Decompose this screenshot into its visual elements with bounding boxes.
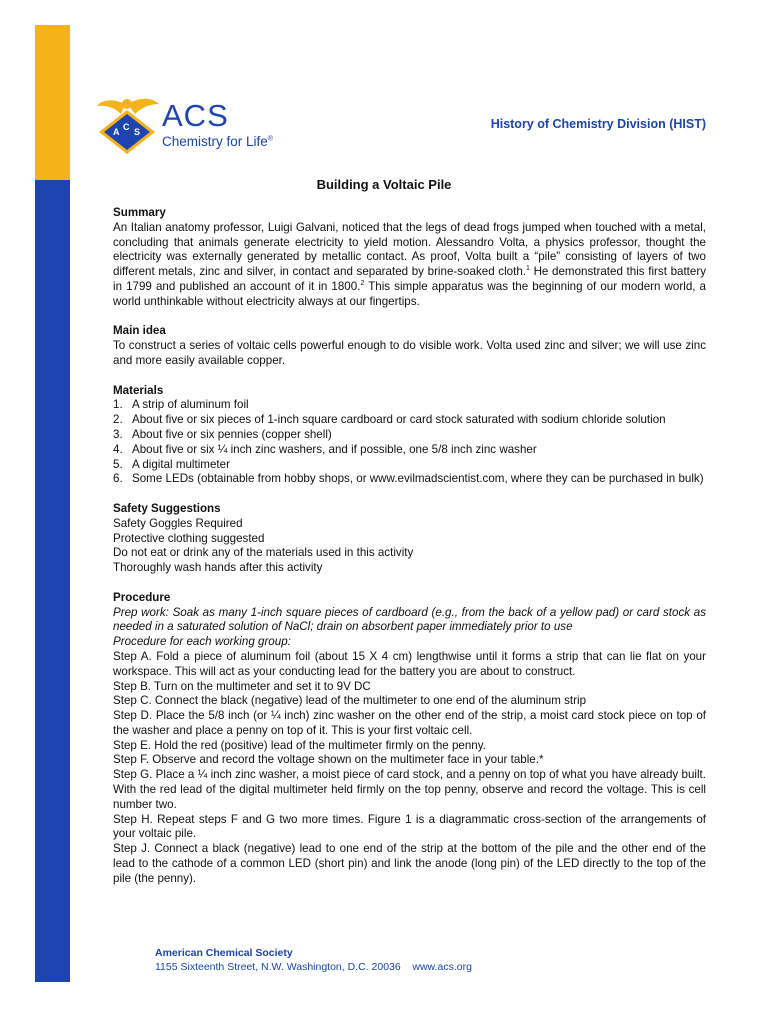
- list-item: 2. About five or six pieces of 1-inch square cardboard or card stock saturated with sodium chloride solution: [113, 413, 666, 427]
- footer-org: American Chemical Society: [155, 947, 293, 959]
- side-color-bar: [35, 25, 70, 982]
- procedure-group: Procedure for each working group:: [113, 635, 291, 649]
- svg-text:S: S: [134, 127, 141, 137]
- division-name: History of Chemistry Division (HIST): [490, 117, 706, 131]
- main-idea-heading: Main idea: [113, 324, 166, 338]
- list-item: 5. A digital multimeter: [113, 457, 230, 471]
- summary-heading: Summary: [113, 206, 166, 219]
- procedure-step: Step B. Turn on the multimeter and set it to 9V DC: [113, 679, 371, 693]
- safety-line: Do not eat or drink any of the materials used in this activity: [113, 546, 414, 560]
- procedure-step: Step C. Connect the black (negative) lead of the multimeter to one end of the aluminum strip: [113, 694, 587, 708]
- list-item: 6. Some LEDs (obtainable from hobby shops, or www.evilmadscientist.com, where they can be purchased in bulk): [113, 472, 704, 486]
- list-item: 3. About five or six pennies (copper shell): [113, 427, 332, 441]
- materials-heading: Materials: [113, 383, 164, 397]
- safety-heading: Safety Suggestions: [113, 501, 221, 515]
- summary-text: An Italian anatomy professor, Luigi Galvani, noticed that the legs of dead frogs jumped when touched with a metal, concluding that animals generate electricity to yield motion. Alessandro Volta, a physics professor, thought the electricity was externally generated by metallic contact. As proof, Volta built a “pile” consisting of layers of two different metals, zinc and silver, in contact and separated by brine-soaked cloth.$^1$ He demonstrated this first battery in 1799 and published an account of it in 1800.$^2$ This simple apparatus was the beginning of our modern world, a world unthinkable without electricity always at our fingertips.: [113, 220, 707, 308]
- logo-wordmark: ACS: [162, 98, 229, 133]
- svg-text:C: C: [123, 122, 130, 132]
- footer-address-line: 1155 Sixteenth Street, N.W. Washington, D.C. 20036 www.acs.org: [155, 961, 472, 973]
- list-item: 4. About five or six ¼ inch zinc washers, and if possible, one 5/8 inch zinc washer: [113, 442, 537, 456]
- procedure-step: Step D. Place the 5/8 inch (or ¼ inch) zinc washer on the other end of the strip, a moist card stock piece on top of the washer and place a penny on top of it. This is your first voltaic cell.: [113, 709, 706, 737]
- safety-line: Protective clothing suggested: [113, 531, 265, 545]
- safety-line: Thoroughly wash hands after this activity: [113, 561, 323, 575]
- document-body: [113, 206, 706, 887]
- svg-text:A: A: [113, 127, 120, 137]
- document-title: Building a Voltaic Pile: [316, 177, 452, 192]
- procedure-step: Step G. Place a ¼ inch zinc washer, a moist piece of card stock, and a penny on top of what you have already built. With the red lead of the digital multimeter held firmly on the top penny, observe and record the voltage. This is cell number two.: [113, 768, 706, 811]
- procedure-step: Step J. Connect a black (negative) lead to one end of the strip at the bottom of the pile and the other end of the lead to the cathode of a common LED (short pin) and link the anode (long pin) of the LED directly to the top of the pile (the penny).: [113, 842, 706, 885]
- procedure-step: Step A. Fold a piece of aluminum foil (about 15 X 4 cm) lengthwise until it forms a strip that can lie flat on your workspace. This will act as your conducting lead for the battery you are about to construct.: [113, 649, 706, 678]
- procedure-step: Step F. Observe and record the voltage shown on the multimeter face in your table.*: [113, 753, 544, 767]
- side-color-bar-gold: [35, 25, 70, 180]
- procedure-heading: Procedure: [113, 590, 171, 604]
- materials-list: [113, 398, 706, 487]
- procedure-step: Step E. Hold the red (positive) lead of the multimeter firmly on the penny.: [113, 738, 486, 752]
- list-item: 1. A strip of aluminum foil: [113, 398, 249, 412]
- footer: [155, 946, 472, 974]
- logo-tagline: Chemistry for Life®: [162, 134, 273, 149]
- footer-website-link[interactable]: www.acs.org: [412, 961, 472, 973]
- procedure-step: Step H. Repeat steps F and G two more times. Figure 1 is a diagrammatic cross-section of the arrangements of your voltaic pile.: [113, 812, 706, 841]
- main-idea-text: To construct a series of voltaic cells powerful enough to do visible work. Volta used zinc and silver; we will use zinc and more easily available copper.: [113, 339, 706, 367]
- safety-line: Safety Goggles Required: [113, 516, 243, 530]
- procedure-prep: Prep work: Soak as many 1-inch square pieces of cardboard (e.g., from the back of a yellow pad) or card stock as needed in a saturated solution of NaCl; drain on absorbent paper immediately prior to use: [113, 605, 706, 634]
